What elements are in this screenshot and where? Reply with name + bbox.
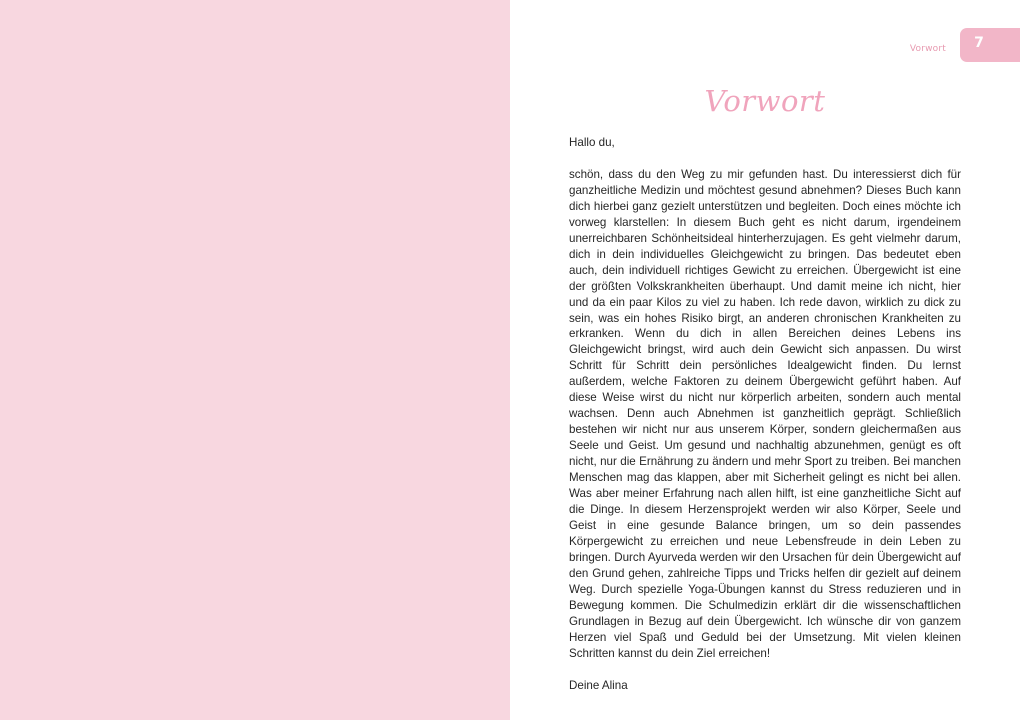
main-paragraph: schön, dass du den Weg zu mir gefunden hast. Du interessierst dich für ganzheitliche Medizin und möchtest gesund abnehmen? Dieses Buch kann dich hierbei ganz gezielt unterstützen und begleiten. Doch eines möchte ich vorweg klarstellen: In diesem Buch geht es nicht darum, irgendeinem unerreichbaren Schönheitsideal hinterherzujagen. Es geht vielmehr darum, dich in dein individuelles Gleichgewicht zu bringen. Das bedeutet eben auch, dein individuell richtiges Gewicht zu erreichen. Übergewicht ist eine der größten Volkskrankheiten überhaupt. Und damit meine ich nicht, hier und da ein paar Kilos zu viel zu haben. Ich rede davon, wirklich zu dick zu sein, was ein hohes Risiko birgt, an anderen chronischen Krankheiten zu erkranken. Wenn du dich in allen Bereichen deines Lebens ins Gleichgewicht bringst, wird auch dein Gewicht sich anpassen. Du wirst Schritt für Schritt dein persönliches Idealgewicht finden. Du lernst außerdem, welche Faktoren zu deinem Übergewicht geführt haben. Auf diese Weise wirst du nicht nur körperlich arbeiten, sondern auch mental wachsen. Denn auch Abnehmen ist ganzheitlich geprägt. Schließlich bestehen wir nicht nur aus unserem Körper, sondern gleichermaßen aus Seele und Geist. Um gesund und nachhaltig abzunehmen, genügt es oft nicht, nur die Ernährung zu ändern und mehr Sport zu treiben. Bei manchen Menschen mag das klappen, aber mit Sicherheit gelingt es nicht bei allen. Was aber meiner Erfahrung nach allen hilft, ist eine ganzheitliche Sicht auf die Dinge. In diesem Herzensprojekt werden wir also Körper, Seele und Geist in eine gesunde Balance bringen, um so dein passendes Körpergewicht zu erreichen und neue Lebensfreude in dein Leben zu bringen. Durch Ayurveda werden wir den Ursachen für dein Übergewicht auf den Grund gehen, zahlreiche Tipps und Tricks helfen dir gezielt auf deinem Weg. Durch spezielle Yoga-Übungen kannst du Stress reduzieren und in Bewegung kommen. Die Schulmedizin erklärt dir die wissenschaftlichen Grundlagen in Bezug auf dein Übergewicht. Ich wünsche dir von ganzem Herzen viel Spaß und Geduld bei der Umsetzung. Mit vielen kleinen Schritten kannst du dein Ziel erreichen!: [569, 167, 961, 660]
page-number: 7: [974, 35, 984, 51]
greeting: Hallo du,: [569, 136, 615, 149]
body-text: [569, 135, 961, 693]
chapter-title: Vorwort: [704, 84, 826, 118]
signature: Deine Alina: [569, 678, 628, 692]
running-header-title: Vorwort: [909, 44, 946, 54]
